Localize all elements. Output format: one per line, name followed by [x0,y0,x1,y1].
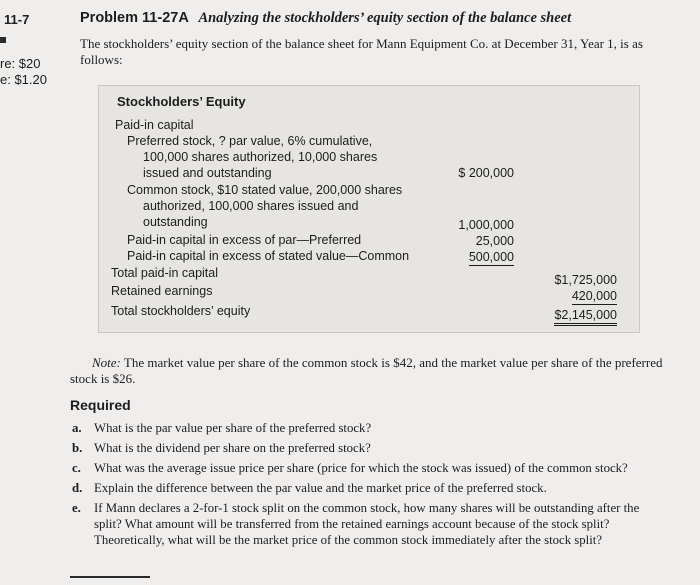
total-equity-label: Total stockholders’ equity [111,304,251,318]
total-pic-amount: $1,725,000 [554,273,617,287]
statement-title: Stockholders’ Equity [117,94,246,109]
question-text: What was the average issue price per share (price for which the stock was issued) of the common stock? [94,461,628,475]
pic-common-label: Paid-in capital in excess of stated value—Common [127,249,410,263]
pic-common-amount: 500,000 [468,250,514,264]
preferred-line-3: issued and outstanding [143,166,272,180]
problem-header [80,10,571,27]
question-text: What is the dividend per share on the preferred stock? [94,441,371,455]
question-a [70,420,670,436]
preferred-amount: $ 200,000 [458,166,514,180]
question-c [70,460,670,476]
common-amount: 1,000,000 [458,218,514,232]
preferred-line-2: 100,000 shares authorized, 10,000 shares [143,150,378,164]
common-line-3: outstanding [143,215,208,229]
pic-preferred-amount: 25,000 [475,234,514,248]
question-text: If Mann declares a 2-for-1 stock split on the common stock, how many shares will be outstanding after the split? What amount will be transferred from the retained earnings account because of the stock split? Theoretically, what will be the market price of the common stock immediately after the stock split? [94,501,640,547]
preferred-line-1: Preferred stock, ? par value, 6% cumulative, [127,134,373,148]
question-text: What is the par value per share of the preferred stock? [94,421,372,435]
retained-earnings-label: Retained earnings [111,284,213,298]
cut-off-next-line [70,576,150,585]
required-heading: Required [70,397,131,413]
question-letter: e. [72,501,81,515]
total-pic-label: Total paid-in capital [111,266,219,280]
note-label: Note: [92,355,121,370]
stockholders-equity-statement [98,85,640,333]
problem-number: Problem 11-27A [80,10,189,26]
margin-problem-number: 11-7 [4,12,30,27]
question-d [70,480,670,496]
problem-title: Analyzing the stockholders’ equity section of the balance sheet [198,10,572,26]
question-letter: c. [72,461,81,475]
note-text: The market value per share of the common stock is $42, and the market value per share of the preferred stock is $26. [70,355,663,386]
margin-text-1: re: $20 [0,56,41,71]
pic-preferred-label: Paid-in capital in excess of par—Preferred [127,233,362,247]
question-list [70,420,670,552]
question-text: Explain the difference between the par value and the market price of the preferred stock. [94,481,547,495]
question-letter: d. [72,481,83,495]
retained-earnings-amount: 420,000 [571,289,617,303]
problem-intro: The stockholders’ equity section of the balance sheet for Mann Equipment Co. at December 31, Year 1, is as follows: [80,36,643,67]
question-e [70,500,670,548]
common-line-1: Common stock, $10 stated value, 200,000 shares [127,183,403,197]
question-letter: a. [72,421,82,435]
question-letter: b. [72,441,83,455]
total-equity-amount: $2,145,000 [554,308,617,326]
question-b [70,440,670,456]
market-value-note [70,355,670,387]
common-line-2: authorized, 100,000 shares issued and [143,199,359,213]
margin-bullet [0,37,6,43]
margin-text-2: e: $1.20 [0,72,47,87]
paid-in-capital-label: Paid-in capital [115,118,194,132]
